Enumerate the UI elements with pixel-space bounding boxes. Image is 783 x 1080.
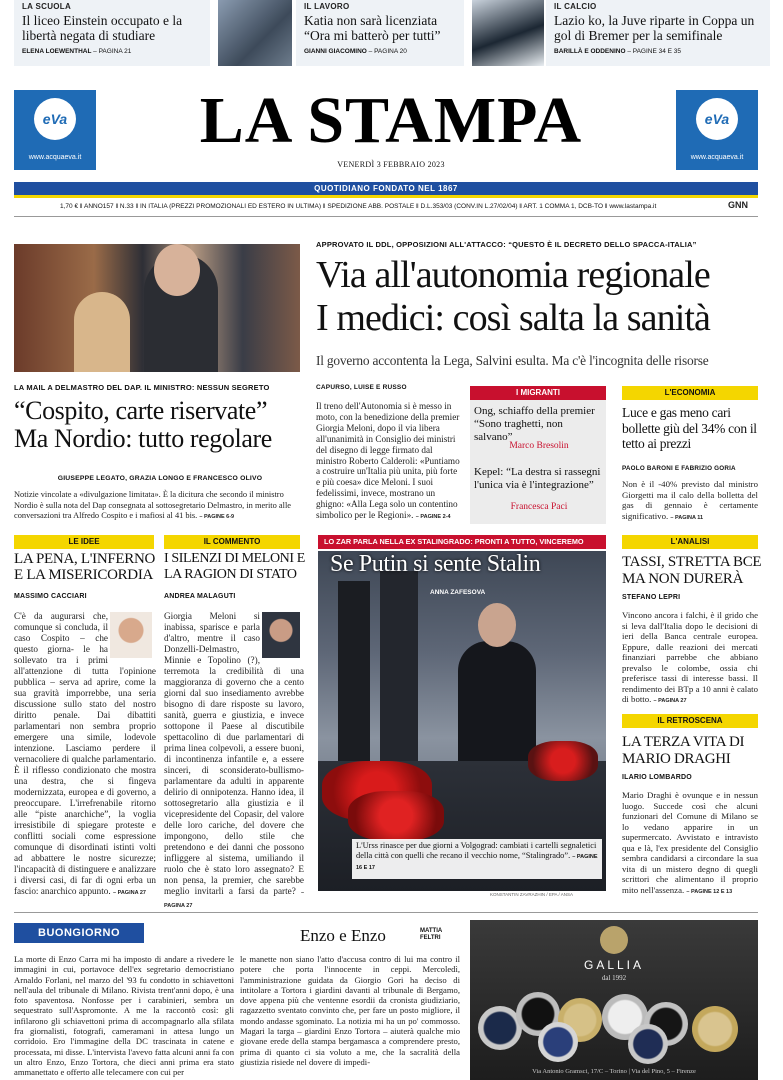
teaser-headline: Katia non sarà licenziata “Ora mi batterò per tutti” [304,13,441,43]
buongiorno-col-1: La morte di Enzo Carra mi ha imposto di andare a rivedere le immagini in cui, portavoce dell'ex segretario democristiano Arnaldo Forlani, nel marzo del '93 fu condotto in schiavettoni nell'aula del tribunale di Milano. Rivista trent'anni dopo, è una foto spaventosa. Nonfosse per i carabinieri, sembra un sequestrato sull'Aspromonte. A me la raccontò così: gli infilarono gli schiavettoni prima di accompagnarlo alla sfilata fra giornalisti, fotografi, cameramani in attesa lungo un corridoio. Ero l'immagine della DC trascinata in catene e processata, mi disse. L'intervista l'avevo fatta alcuni anni fa con un altro Enzo, Enzo Tortora, che dieci anni prima era stato ammanettato e offerto alle telecamere con cui per [14,954,234,1078]
gallia-logo-icon [600,926,628,954]
eva-ad-right[interactable] [676,90,758,170]
lead-kicker: APPROVATO IL DDL, OPPOSIZIONI ALL'ATTACCO: “QUESTO È IL DECRETO DELLO SPACCA-ITALIA” [316,240,697,249]
portrait-space [260,611,304,657]
idee-body [14,611,156,895]
teaser-page: – PAGINA 20 [368,48,407,55]
teaser-football-photo [472,0,544,66]
teaser-headline: Il liceo Einstein occupato e la libertà negata di studiare [22,13,183,43]
migranti-author-2: Francesca Paci [510,502,568,512]
migranti-item-2[interactable]: Kepel: “La destra si rassegni l'unica via è l'integrazione” [474,466,601,491]
buongiorno-title[interactable]: Enzo e Enzo [300,926,386,945]
commento-body [164,611,304,909]
teaser-football[interactable] [546,0,770,66]
lead-subhead: Il governo accontenta la Lega, Salvini esulta. Ma c'è l'incognita delle risorse [316,353,709,368]
putin-head [478,603,516,647]
lead-byline: CAPURSO, LUISE E RUSSO [316,384,407,391]
eva-ad-left[interactable] [14,90,96,170]
putin-kicker: LO ZAR PARLA NELLA EX STALINGRADO: PRONTI A TUTTO, VINCEREMO [318,535,606,549]
guard-figure [338,581,370,761]
cospito-body [14,490,306,523]
lead-body [316,401,460,523]
analisi-page: – PAGINA 27 [653,698,687,704]
economia-text: Non è il -40% previsto dal ministro Giorgetti ma il calo della bolletta del gas di gennaio è certamente significativo. [622,479,758,521]
eva-logo-icon: eVa [696,98,738,140]
gallia-address: Via Antonio Gramsci, 17/C – Torino | Via del Pino, 5 – Firenze [532,1068,696,1075]
eva-logo-icon: eVa [34,98,76,140]
retroscena-byline: ILARIO LOMBARDO [622,774,692,781]
gnn-logo: GNN [728,200,748,210]
bottom-rule [14,912,758,913]
migranti-author-1: Marco Bresolin [509,441,569,451]
economia-byline: PAOLO BARONI E FABRIZIO GORIA [622,465,736,472]
cospito-kicker: LA MAIL A DELMASTRO DEL DAP. IL MINISTRO: NESSUN SEGRETO [14,383,270,392]
economia-page: – PAGINA 11 [670,514,704,521]
teaser-school[interactable] [14,0,210,66]
commento-byline: ANDREA MALAGUTI [164,593,236,600]
commento-label: IL COMMENTO [164,535,300,549]
eva-url: www.acquaeva.it [28,154,82,161]
teaser-page: – PAGINE 34 E 35 [627,48,682,55]
buongiorno-author: MATTIA FELTRI [420,928,442,941]
info-line: 1,70 € ‖ ANNO157 ‖ N.33 ‖ IN ITALIA (PREZZI PROMOZIONALI ED ESTERO IN ULTIMA) ‖ SPEDIZIONE ABB. POSTALE ‖ D.L.353/03 (CONV.IN L.27/02/04) ‖ ART. 1 COMMA 1, DCB-TO ‖ www.lastampa.it [60,203,657,210]
putin-author: ANNA ZAFESOVA [430,589,486,596]
gallia-ad[interactable] [470,920,758,1080]
retroscena-headline[interactable]: LA TERZA VITA DI MARIO DRAGHI [622,734,745,767]
guard-figure [380,571,418,771]
teaser-section: IL LAVORO [304,2,350,11]
watch-icon [538,1022,578,1062]
teaser-page: – PAGINA 21 [93,48,132,55]
masthead-title: LA STAMPA [199,84,583,157]
teaser-work[interactable] [296,0,464,66]
teaser-work-photo [218,0,292,66]
commento-text: Giorgia Meloni si inabissa, sparisce e parla d'altro, mentre il caso Donzelli-Delmastro, Minnie e Topolino (?), terremota la credibilità di una maggioranza di governo che a cento giorni dal suo insediamento avrebbe bisogno di dare risposte su lavoro, sanità, guerra e giustizia, e invece sottopone il Paese al discutibile spettacolino di due parlamentari di prima linea colpevoli, a essere buoni, di incontinenza infantile e, a essere sinceri, di sconsiderato-bullismo-parlamentare da adulti in apparente delirio di onnipotenza. Hanno idea, il sottosegretario alla giustizia e il vicepresidente del Copasir, del valore delle loro cariche, del dovere che impongono, dello stile che pretendono e dei danni che possono infliggere al sistema, umiliando il ruolo che è stato loro assegnato? E non pensa, la premier, che sarebbe meglio invitarli a farsi da parte? [164,611,304,896]
watch-icon [628,1024,668,1064]
idee-page: – PAGINA 27 [112,890,146,896]
teaser-byline: ELENA LOEWENTHAL [22,48,92,55]
cospito-headline[interactable]: “Cospito, carte riservate” Ma Nordio: tutto regolare [14,396,272,453]
lead-headline-1[interactable]: Via all'autonomia regionale [316,254,710,296]
putin-credit: KONSTANTIN ZAVRAZHIN / EPA / ANSA [490,892,574,897]
meloni-nordio-photo [14,244,300,372]
putin-caption-text: L'Urss rinasce per due giorni a Volgograd: cambiati i cartelli segnaletici della città con quelli che recano il vecchio nome, “Stalingrado”. [356,841,597,860]
idee-byline: MASSIMO CACCIARI [14,593,87,600]
putin-pages: – PAGINE 16 E 17 [356,854,598,871]
red-carnations [348,791,444,841]
lead-headline-2[interactable]: I medici: così salta la sanità [316,297,711,339]
commento-page: – PAGINA 27 [164,890,304,909]
economia-body [622,479,758,523]
masthead-date: VENERDÌ 3 FEBBRAIO 2023 [337,160,445,169]
cospito-byline: GIUSEPPE LEGATO, GRAZIA LONGO E FRANCESCO OLIVO [57,475,263,482]
idee-label: LE IDEE [14,535,154,549]
lead-pages: – PAGINE 2-4 [415,514,451,521]
economia-headline[interactable]: Luce e gas meno cari bollette giù del 34% con il tetto ai prezzi [622,405,757,451]
idee-headline[interactable]: LA PENA, L'INFERNO E LA MISERICORDIA [14,551,156,583]
analisi-headline[interactable]: TASSI, STRETTA BCE MA NON DURERÀ [622,554,762,587]
cospito-text: Notizie vincolate a «divulgazione limitata». È la dicitura che secondo il ministro Nordio è sulla nota del Dap consegnata al sottosegretario Delmastro, in merito alle conversazioni tra Alfredo Cospito e i mafiosi al 41 bis. [14,490,291,520]
watches-display [478,992,750,1062]
analisi-byline: STEFANO LEPRI [622,594,681,601]
teaser-byline: BARILLÀ E ODDENINO [554,48,626,55]
teaser-byline: GIANNI GIACOMINO [304,48,367,55]
portrait-space [108,611,156,657]
migranti-label: I MIGRANTI [470,386,606,400]
watch-icon [692,1006,738,1052]
buongiorno-label: BUONGIORNO [14,923,144,943]
analisi-label: L'ANALISI [622,535,758,549]
idee-text: C'è da augurarsi che, comunque si concluda, il caso Cospito – che questo giorna- le ha sollevato tra i primi all'attenzione di tutta l'opinione pubblica – serva ad aprire, come la sua gravità imporrebbe, una seria discussione sullo stato del nostro diritto penale. Dai dibattiti parlamentari non sembra proprio emergere una simile, lodevole intenzione. Lasciamo perdere il vernacoliere di qualche parlamentario. È il riflesso condizionato che mostra una destra, che si fingeva modernizzata, europea e di governo, a preoccupare. L'irrefrenabile ritorno alle “piste anarchiche”, la voglia irresistibile di spiegare proteste e conflitti sociali come espressione comunque di disordinati istinti volti ad abbattere le nostre sicurezze; l'incapacità di distinguere e analizzare i diversi casi, di far di ogni erba un fascio: anarchico appunto. [14,611,156,896]
teaser-section: LA SCUOLA [22,2,72,11]
teaser-section: IL CALCIO [554,2,597,11]
economia-label: L'ECONOMIA [622,386,758,400]
teaser-headline: Lazio ko, la Juve riparte in Coppa un gol di Bremer per la semifinale [554,13,755,43]
gallia-since: dal 1992 [601,974,627,982]
migranti-item-1[interactable]: Ong, schiaffo della premier “Sono traghetti, non salvano” [474,405,595,443]
buongiorno-col-2: le manette non siano l'atto d'accusa contro di lui ma contro il potere che porta l'innocente in ceppi. Mercoledì, l'amministrazione guidata da Giorgio Gori ha deciso di intitolare a Tortora i giardini davanti al tribunale di Bergamo, dove appena più che ventenne esordii da cronista giudiziario, ragazzetto sventato convinto che, per fare un posto migliore, il mondo andasse sgominato. La notizia mi ha un po' commosso. Magari la targa – giardini Enzo Tortora – aiuterà qualche mio giovane erede della stampa bergamasca a comprendere presto, prima di quanto ci sia voluto a me, che la sacralità della giustizia risiede nel dovere di impedi- [240,954,460,1067]
analisi-text: Vincono ancora i falchi, è il grido che si leva dall'Italia dopo le decisioni di ieri della Banca centrale europea. Eppure, dalle reazioni dei mercati finanziari parrebbe che abbiano prevalso le colombe, ossia chi preferisce tassi di interesse bassi. Il rendimento dei BTp a 10 anni è calato di botto. [622,610,758,704]
commento-headline[interactable]: I SILENZI DI MELONI E LA RAGION DI STATO [164,551,305,582]
analisi-body [622,610,758,707]
retroscena-pages: – PAGINE 12 E 13 [686,888,733,895]
retroscena-label: IL RETROSCENA [622,714,758,728]
masthead-rule [14,216,758,217]
lead-text: Il treno dell'Autonomia si è messo in moto, con la benedizione della premier Giorgia Meloni, dopo il via libera all'unanimità in Consiglio dei ministri del disegno di legge firmato dal ministro Roberto Calderoli: «Puntiamo a costruire un'Italia più unita, più forte e più coesa» dice Meloni. I suoi fedelissimi, invece, mostrano un ghigno: «Alla Lega solo un contentino simbolico per le Regioni». [316,401,460,521]
cospito-pages: – PAGINE 6-9 [199,514,235,520]
gallia-brand: GALLIA [583,958,645,972]
putin-figure [458,641,536,761]
retroscena-text: Mario Draghi è ovunque e in nessun luogo. Succede così che alcuni funzionari del Comune di Milano se lo vedano apparire in un supermercato. Avvistato e intravisto qua e là, l'ex presidente del Consiglio sembra candidarsi a circondare la sua vita di un mistero degno di quegli scrittori che alimentano il proprio mito nell'assenza. [622,790,758,895]
putin-caption [356,841,600,873]
eva-url: www.acquaeva.it [690,154,744,161]
putin-headline[interactable]: Se Putin si sente Stalin [330,551,541,577]
red-roses [528,741,598,781]
founded-text: QUOTIDIANO FONDATO NEL 1867 [314,184,458,193]
retroscena-body [622,790,758,897]
